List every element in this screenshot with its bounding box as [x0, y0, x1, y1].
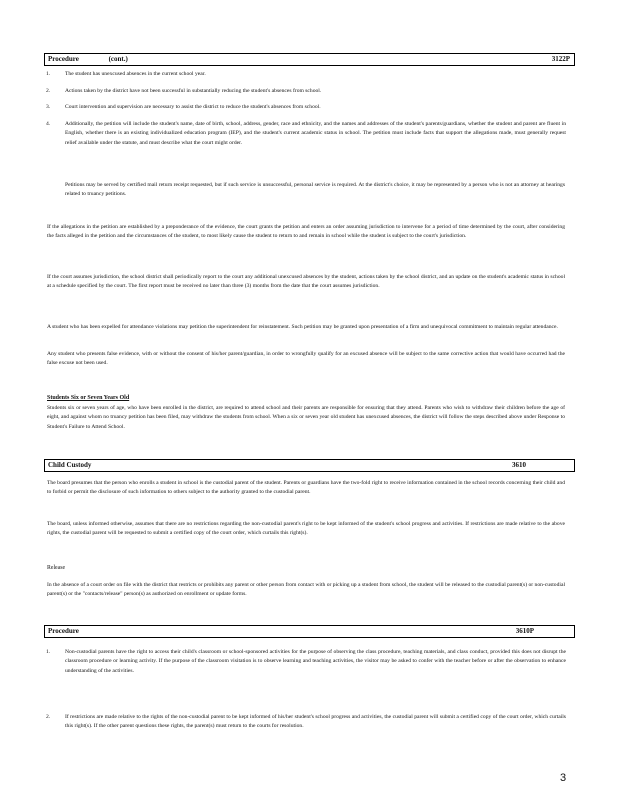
paragraph-reinstatement: A student who has been expelled for attendance violations may petition the superintendent for reinstatement. Such petition may be granted upon presentation of a firm and unequivocal commitment to maintain regular attendance.	[47, 324, 558, 330]
header-title: Child Custody	[48, 461, 92, 469]
document-page: Procedure (cont.) 3122P 1. The student has unexcused absences in the current school year. 2. Actions taken by the district have not been successful in substantially reducing the student's absences from school. 3. Court intervention and supervision are necessary to assist the district to reduce the student's absences from school. 4. Additionally, the petition will include the student's name, date of birth, school, address, gender, race and ethnicity, and the names and addresses of the student's parents/guardians, whether the student and parent are fluent in English, whether there is an existing individualized education program (IEP), and the student's current academic status in school. The petition must include facts that support the allegations made, must generally request relief available under the statute, and must describe what the court might order. Petitions may be served by certified mail return receipt requested, but if such service is unsuccessful, personal service is required. At the district's choice, it may be represented by a person who is not an attorney at hearings related to truancy petitions. If the allegations in the petition are established by a preponderance of the evidence, the court grants the petition and enters an order assuming jurisdiction to intervene for a period of time determined by the court, after considering the facts alleged in the petition and the circumstances of the student, to most likely cause the student to return to and remain in school while the student is subject to the court's jurisdiction. If the court assumes jurisdiction, the school district shall periodically report to the court any additional unexcused absences by the student, actions taken by the school district, and an update on the student's academic status in school at a schedule specified by the court. The first report must be received no later than three (3) months from the date that the court assumes jurisdiction. A student who has been expelled for attendance violations may petition the superintendent for reinstatement. Such petition may be granted upon presentation of a firm and unequivocal commitment to maintain regular attendance. Any student who presents false evidence, with or without the consent of his/her parent/guardian, in order to wrongfully qualify for an excused absence will be subject to the same corrective action that would have occurred had the false excuse not been used. Students Six or Seven Years Old Students six or seven years of age, who have been enrolled in the district, are required to attend school and their parents are responsible for ensuring that they attend. Parents who wish to withdraw their children before the age of eight, and against whom no truancy petition has been filed, may withdraw the students from school. When a six or seven year old student has unexcused absences, the district will follow the steps described above under Response to Student's Failure to Attend School. Child Custody 3610 The board presumes that the person who enrolls a student in school is the custodial parent of the student. Parents or guardians have the two-fold right to receive information contained in the school records concerning their child and to forbid or permit the disclosure of such information to others subject to the authority granted to the custodial parent. The board, unless informed otherwise, assumes that there are no restrictions regarding the non-custodial parent's right to be kept informed of the student's school progress and activities. If restrictions are made relative to the above rights, the custodial parent will be requested to submit a certified copy of the court order, which curtails this right(s). Release In the absence of a court order on file with the district that restricts or prohibits any parent or other person from contact with or picking up a student from school, the student will be released to the custodial parent(s) or non-custodial parent(s) or the "contacts/release" person(s) as authorized on enrollment or update forms. Procedure 3610P 1. Non-custodial parents have the right to access their child's classroom or school-sponsored activities for the purpose of observing the class procedure, teaching materials, and class conduct, provided this does not disrupt the classroom procedure or learning activity. If the purpose of the classroom visitation is to observe learning and teaching activities, the visitor may be asked to confer with the teacher before or after the observation to enhance understanding of the activities. 2. If restrictions are made relative to the rights of the non-custodial parent to be kept informed of his/her student's school progress and activities, the custodial parent will submit a certified copy of the court order, which curtails this right(s). If the other parent questions these rights, the parent(s) must return to the courts for resolution. 3	[0, 0, 618, 800]
custody-paragraph-1: The board presumes that the person who enrolls a student in school is the custodial parent of the student. Parents or guardians have the two-fold right to receive information contained in the school records concerning their child and to forbid or permit the disclosure of such information to others subject to the authority granted to the custodial parent.	[47, 480, 565, 496]
paragraph-reporting: If the court assumes jurisdiction, the school district shall periodically report to the court any additional unexcused absences by the student, actions taken by the school district, and an update on the student's academic status in school at a schedule specified by the court. The first report must be received no later than three (3) months from the date that the court assumes jurisdiction.	[47, 274, 565, 290]
students-heading: Students Six or Seven Years Old	[47, 395, 130, 401]
header-code: 3610	[512, 461, 526, 469]
page-number: 3	[560, 772, 567, 784]
header-code: 3610P	[515, 627, 534, 635]
release-paragraph: In the absence of a court order on file with the district that restricts or prohibits any parent or other person from contact with or picking up a student from school, the student will be released to the custodial parent(s) or non-custodial parent(s) or the "contacts/release" person(s) as authorized on enrollment or update forms.	[47, 582, 565, 598]
students-paragraph: Students six or seven years of age, who have been enrolled in the district, are required to attend school and their parents are responsible for ensuring that they attend. Parents who wish to withdraw their children before the age of eight, and against whom no truancy petition has been filed, may withdraw the students from school. When a six or seven year old student has unexcused absences, the district will follow the steps described above under Response to Student's Failure to Attend School.	[47, 405, 565, 430]
paragraph-jurisdiction: If the allegations in the petition are established by a preponderance of the evidence, the court grants the petition and enters an order assuming jurisdiction to intervene for a period of time determined by the court, after considering the facts alleged in the petition and the circumstances of the student, to most likely cause the student to return to and remain in school while the student is subject to the court's jurisdiction.	[47, 224, 565, 240]
header-title: Procedure	[48, 55, 79, 63]
custody-paragraph-2: The board, unless informed otherwise, assumes that there are no restrictions regarding the non-custodial parent's right to be kept informed of the student's school progress and activities. If restrictions are made relative to the above rights, the custodial parent will be requested to submit a certified copy of the court order, which curtails this right(s).	[47, 521, 565, 537]
header-title: Procedure	[48, 627, 79, 635]
section-header-procedure-3610p	[44, 625, 575, 638]
header-cont: (cont.)	[108, 55, 128, 63]
section-header-procedure	[44, 53, 575, 66]
release-heading: Release	[47, 565, 66, 571]
petitions-paragraph: Petitions may be served by certified mail return receipt requested, but if such service is unsuccessful, personal service is required. At the district's choice, it may be represented by a person who is not an attorney at hearings related to truancy petitions.	[65, 182, 565, 198]
header-code: 3122P	[551, 55, 570, 63]
section-header-child-custody	[44, 459, 575, 472]
paragraph-false-evidence: Any student who presents false evidence, with or without the consent of his/her parent/guardian, in order to wrongfully qualify for an excused absence will be subject to the same corrective action that would have occurred had the false excuse not been used.	[47, 351, 565, 367]
